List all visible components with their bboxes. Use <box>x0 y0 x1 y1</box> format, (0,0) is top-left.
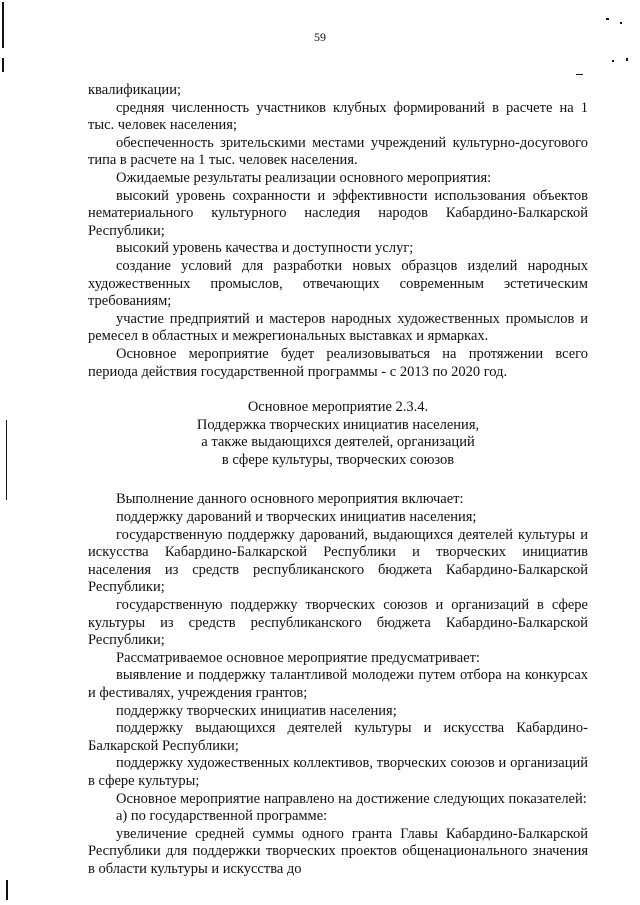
paragraph: средняя численность участников клубных формирований в расчете на 1 тыс. человек населения; <box>88 99 588 134</box>
paragraph: высокий уровень сохранности и эффективности использования объектов нематериального культурного наследия народов Кабардино-Балкарской Республики; <box>88 187 588 239</box>
paragraph: Основное мероприятие будет реализовываться на протяжении всего периода действия государственной программы - с 2013 по 2020 год. <box>88 345 588 380</box>
page-number: 59 <box>314 30 326 44</box>
scan-dot <box>612 60 614 62</box>
heading-line: а также выдающихся деятелей, организаций <box>201 434 475 451</box>
paragraph: обеспеченность зрительскими местами учреждений культурно-досугового типа в расчете на 1 тыс. человек населения. <box>88 134 588 169</box>
paragraph: Рассматриваемое основное мероприятие предусматривает: <box>116 649 480 666</box>
paragraph: создание условий для разработки новых образцов изделий народных художественных промыслов, отвечающих современным эстетическим требованиям; <box>88 257 588 310</box>
paragraph: Основное мероприятие направлено на достижение следующих показателей: <box>116 790 587 807</box>
paragraph: государственную поддержку дарований, выдающихся деятелей культуры и искусства Кабардино-Балкарской Республики и творческих инициатив населения из средств республиканского бюджета Кабардино-Балкарской Республики; <box>88 526 588 596</box>
scan-dot <box>606 18 609 20</box>
document-body <box>88 82 588 879</box>
paragraph: высокий уровень качества и доступности услуг; <box>116 240 414 257</box>
paragraph: государственную поддержку творческих союзов и организаций в сфере культуры из средств республиканского бюджета Кабардино-Балкарской Республики; <box>88 597 588 649</box>
scan-dash <box>576 74 583 75</box>
scan-dot <box>626 58 628 61</box>
heading-line: в сфере культуры, творческих союзов <box>221 451 455 468</box>
paragraph: выявление и поддержку талантливой молодежи путем отбора на конкурсах и фестивалях, учреждения грантов; <box>88 667 588 701</box>
paragraph: поддержку творческих инициатив населения; <box>116 702 397 719</box>
paragraph: поддержку выдающихся деятелей культуры и искусства Кабардино-Балкарской Республики; <box>88 720 588 754</box>
paragraph: Выполнение данного основного мероприятия включает: <box>116 491 464 508</box>
scan-edge-mark <box>6 420 7 500</box>
scan-dot <box>620 22 622 24</box>
paragraph: участие предприятий и мастеров народных художественных промыслов и ремесел в областных и межрегиональных выставках и ярмарках. <box>88 310 588 345</box>
paragraph: а) по государственной программе: <box>116 808 328 825</box>
scan-edge-mark <box>2 2 4 48</box>
scan-edge-mark <box>2 58 4 72</box>
section-heading <box>88 399 588 469</box>
paragraph: увеличение средней суммы одного гранта Главы Кабардино-Балкарской Республики для поддержки творческих проектов общенационального значения в области культуры и искусства до <box>88 825 588 877</box>
paragraph: поддержку дарований и творческих инициатив населения; <box>116 509 477 526</box>
scan-edge-mark <box>6 880 8 900</box>
heading-line: Основное мероприятие 2.3.4. <box>247 399 429 416</box>
paragraph: квалификации; <box>88 82 181 98</box>
paragraph: Ожидаемые результаты реализации основного мероприятия: <box>116 169 492 186</box>
paragraph: поддержку художественных коллективов, творческих союзов и организаций в сфере культуры; <box>88 755 588 789</box>
heading-line: Поддержка творческих инициатив населения, <box>196 416 480 433</box>
